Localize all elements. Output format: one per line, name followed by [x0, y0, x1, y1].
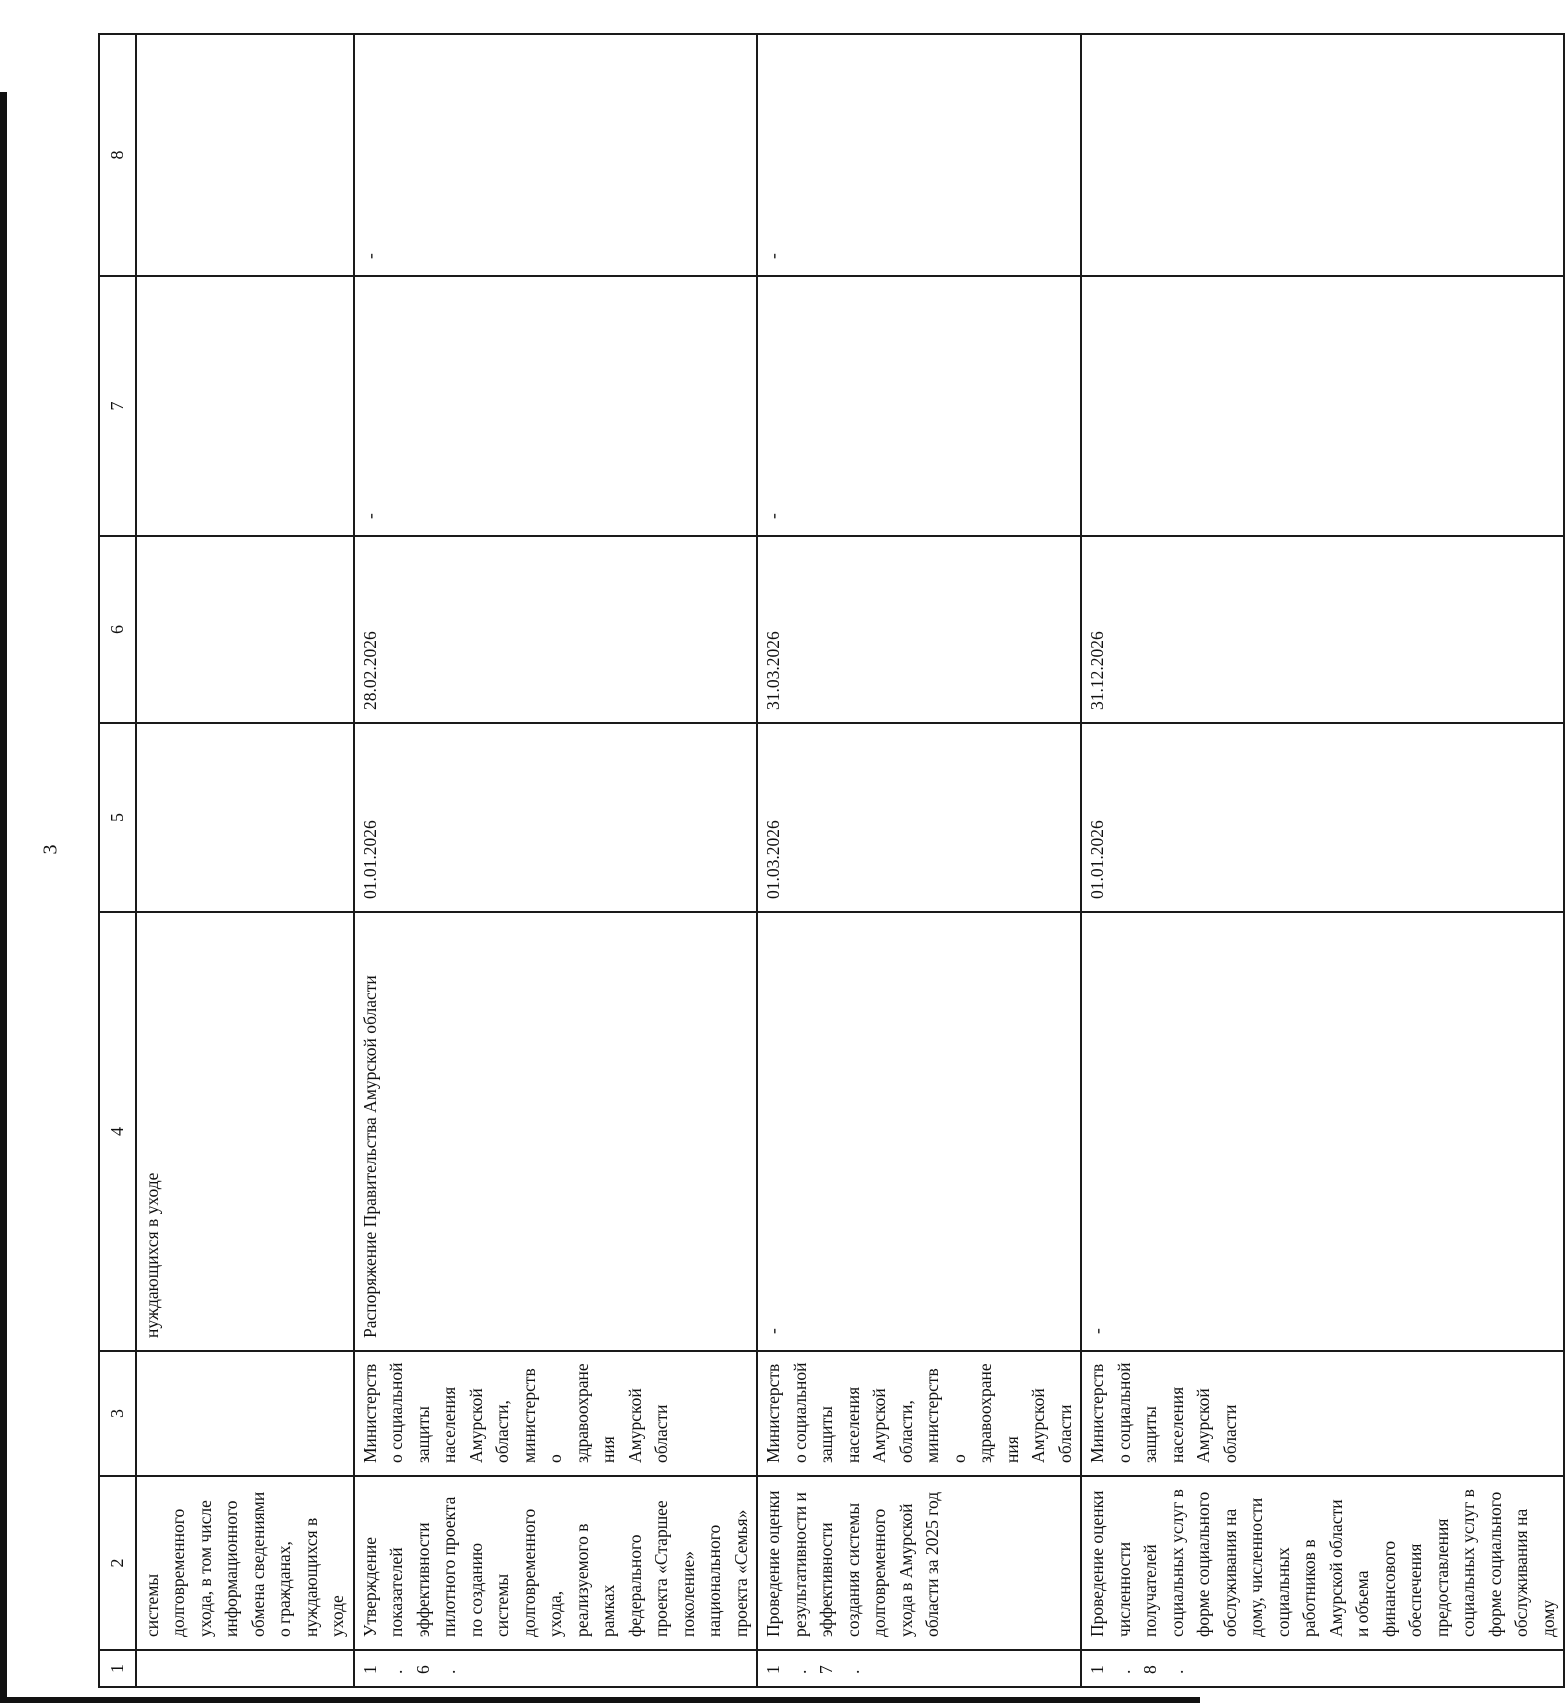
start-date: 01.03.2026 — [757, 723, 1081, 912]
page-number: 3 — [39, 844, 62, 855]
responsible: Министерство социальной защиты населения Амурской области, министерство здравоохранения Амурской области — [354, 1351, 758, 1476]
document-type: нуждающихся в уходе — [136, 912, 354, 1351]
header-cell: 5 — [99, 723, 136, 912]
header-cell: 3 — [99, 1351, 136, 1476]
activity-name: системы долговременного ухода, в том числе информационного обмена сведениями о гражданах, нуждающихся в уходе — [136, 1476, 354, 1650]
table-row — [354, 34, 758, 1687]
header-cell: 6 — [99, 536, 136, 723]
end-date: 31.12.2026 — [1081, 536, 1564, 723]
column-8-value — [136, 34, 354, 276]
header-cell: 1 — [99, 1650, 136, 1687]
document-type: - — [1081, 912, 1564, 1351]
scan-bottom-border — [0, 1697, 1200, 1703]
row-number: 1.7. — [757, 1650, 1081, 1687]
column-8-value — [1081, 34, 1564, 276]
column-7-value — [136, 276, 354, 536]
document-type: Распоряжение Правительства Амурской области — [354, 912, 758, 1351]
end-date: 28.02.2026 — [354, 536, 758, 723]
scan-left-border — [0, 92, 7, 1700]
responsible — [136, 1351, 354, 1476]
row-number: 1.8. — [1081, 1650, 1564, 1687]
header-cell: 4 — [99, 912, 136, 1351]
column-7-value — [1081, 276, 1564, 536]
column-8-value: - — [354, 34, 758, 276]
start-date — [136, 723, 354, 912]
header-cell: 2 — [99, 1476, 136, 1650]
header-cell: 7 — [99, 276, 136, 536]
activity-name: Проведение оценки численности получателей социальных услуг в форме социального обслуживания на дому, численности социальных работников в Амурской области и объема финансового обеспечения предоставления социальных услуг в форме социального обслуживания на дому — [1081, 1476, 1564, 1650]
responsible: Министерство социальной защиты населения Амурской области — [1081, 1351, 1564, 1476]
table-row — [757, 34, 1081, 1687]
rotated-page — [98, 35, 1558, 1688]
responsible: Министерство социальной защиты населения Амурской области, министерство здравоохранения Амурской области — [757, 1351, 1081, 1476]
header-cell: 8 — [99, 34, 136, 276]
column-8-value: - — [757, 34, 1081, 276]
end-date — [136, 536, 354, 723]
table-row — [1081, 34, 1564, 1687]
header-row — [99, 34, 136, 1687]
start-date: 01.01.2026 — [1081, 723, 1564, 912]
column-7-value: - — [354, 276, 758, 536]
row-number — [136, 1650, 354, 1687]
activities-table — [98, 33, 1565, 1688]
row-number: 1.6. — [354, 1650, 758, 1687]
document-type: - — [757, 912, 1081, 1351]
start-date: 01.01.2026 — [354, 723, 758, 912]
column-7-value: - — [757, 276, 1081, 536]
end-date: 31.03.2026 — [757, 536, 1081, 723]
table-row — [136, 34, 354, 1687]
activity-name: Проведение оценки результативности и эффективности создания системы долговременного ухода в Амурской области за 2025 год — [757, 1476, 1081, 1650]
activity-name: Утверждение показателей эффективности пилотного проекта по созданию системы долговременного ухода, реализуемого в рамках федерального проекта «Старшее поколение» национального проекта «Семья» — [354, 1476, 758, 1650]
